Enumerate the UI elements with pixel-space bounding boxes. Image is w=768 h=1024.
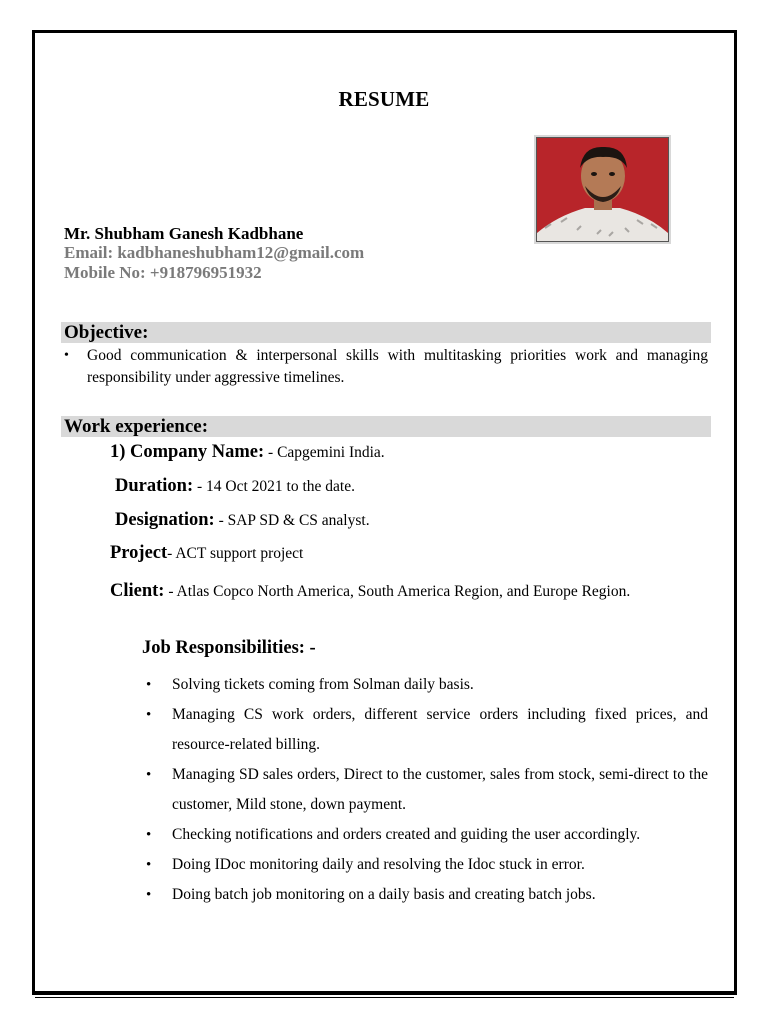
designation-label: Designation: — [115, 510, 215, 530]
work-experience-heading: Work experience: — [64, 416, 209, 437]
project-value: - ACT support project — [167, 545, 304, 562]
objective-text: Good communication & interpersonal skills with multitasking priorities work and managing responsibility under aggressive timelines. — [87, 347, 708, 386]
resume-title: RESUME — [338, 87, 430, 111]
company-label: 1) Company Name: — [110, 442, 265, 462]
client-paragraph — [110, 576, 708, 607]
job-responsibilities-heading: Job Responsibilities: - — [142, 638, 316, 658]
objective-heading: Objective: — [64, 322, 149, 343]
duration-label: Duration: — [115, 476, 194, 496]
objective-section-header — [61, 322, 711, 343]
company-value: - Capgemini India. — [264, 444, 385, 461]
responsibilities-list — [146, 670, 708, 910]
responsibility-item: • Solving tickets coming from Solman daily basis. — [146, 670, 708, 700]
responsibility-item: • Managing SD sales orders, Direct to the customer, sales from stock, semi-direct to the customer, Mild stone, down payment. — [146, 760, 708, 820]
objective-bullet-icon: • — [64, 348, 69, 363]
responsibility-item: • Doing batch job monitoring on a daily basis and creating batch jobs. — [146, 880, 708, 910]
responsibility-item: • Doing IDoc monitoring daily and resolving the Idoc stuck in error. — [146, 850, 708, 880]
company-line — [110, 442, 385, 463]
client-value: - Atlas Copco North America, South America Region, and Europe Region. — [164, 583, 631, 600]
designation-value: - SAP SD & CS analyst. — [214, 512, 370, 529]
profile-photo-image — [537, 138, 668, 241]
responsibility-item: • Managing CS work orders, different service orders including fixed prices, and resource-related billing. — [146, 700, 708, 760]
client-label: Client: — [110, 581, 165, 601]
project-label: Project — [110, 543, 168, 563]
person-mobile: Mobile No: +918796951932 — [64, 263, 262, 282]
profile-photo — [536, 137, 669, 242]
person-name: Mr. Shubham Ganesh Kadbhane — [64, 224, 304, 243]
responsibility-item: • Checking notifications and orders created and guiding the user accordingly. — [146, 820, 708, 850]
duration-line — [115, 476, 355, 497]
work-experience-section-header — [61, 416, 711, 437]
person-email: Email: kadbhaneshubham12@gmail.com — [64, 243, 365, 262]
duration-value: - 14 Oct 2021 to the date. — [193, 478, 355, 495]
project-line — [110, 543, 303, 564]
designation-line — [115, 510, 370, 531]
